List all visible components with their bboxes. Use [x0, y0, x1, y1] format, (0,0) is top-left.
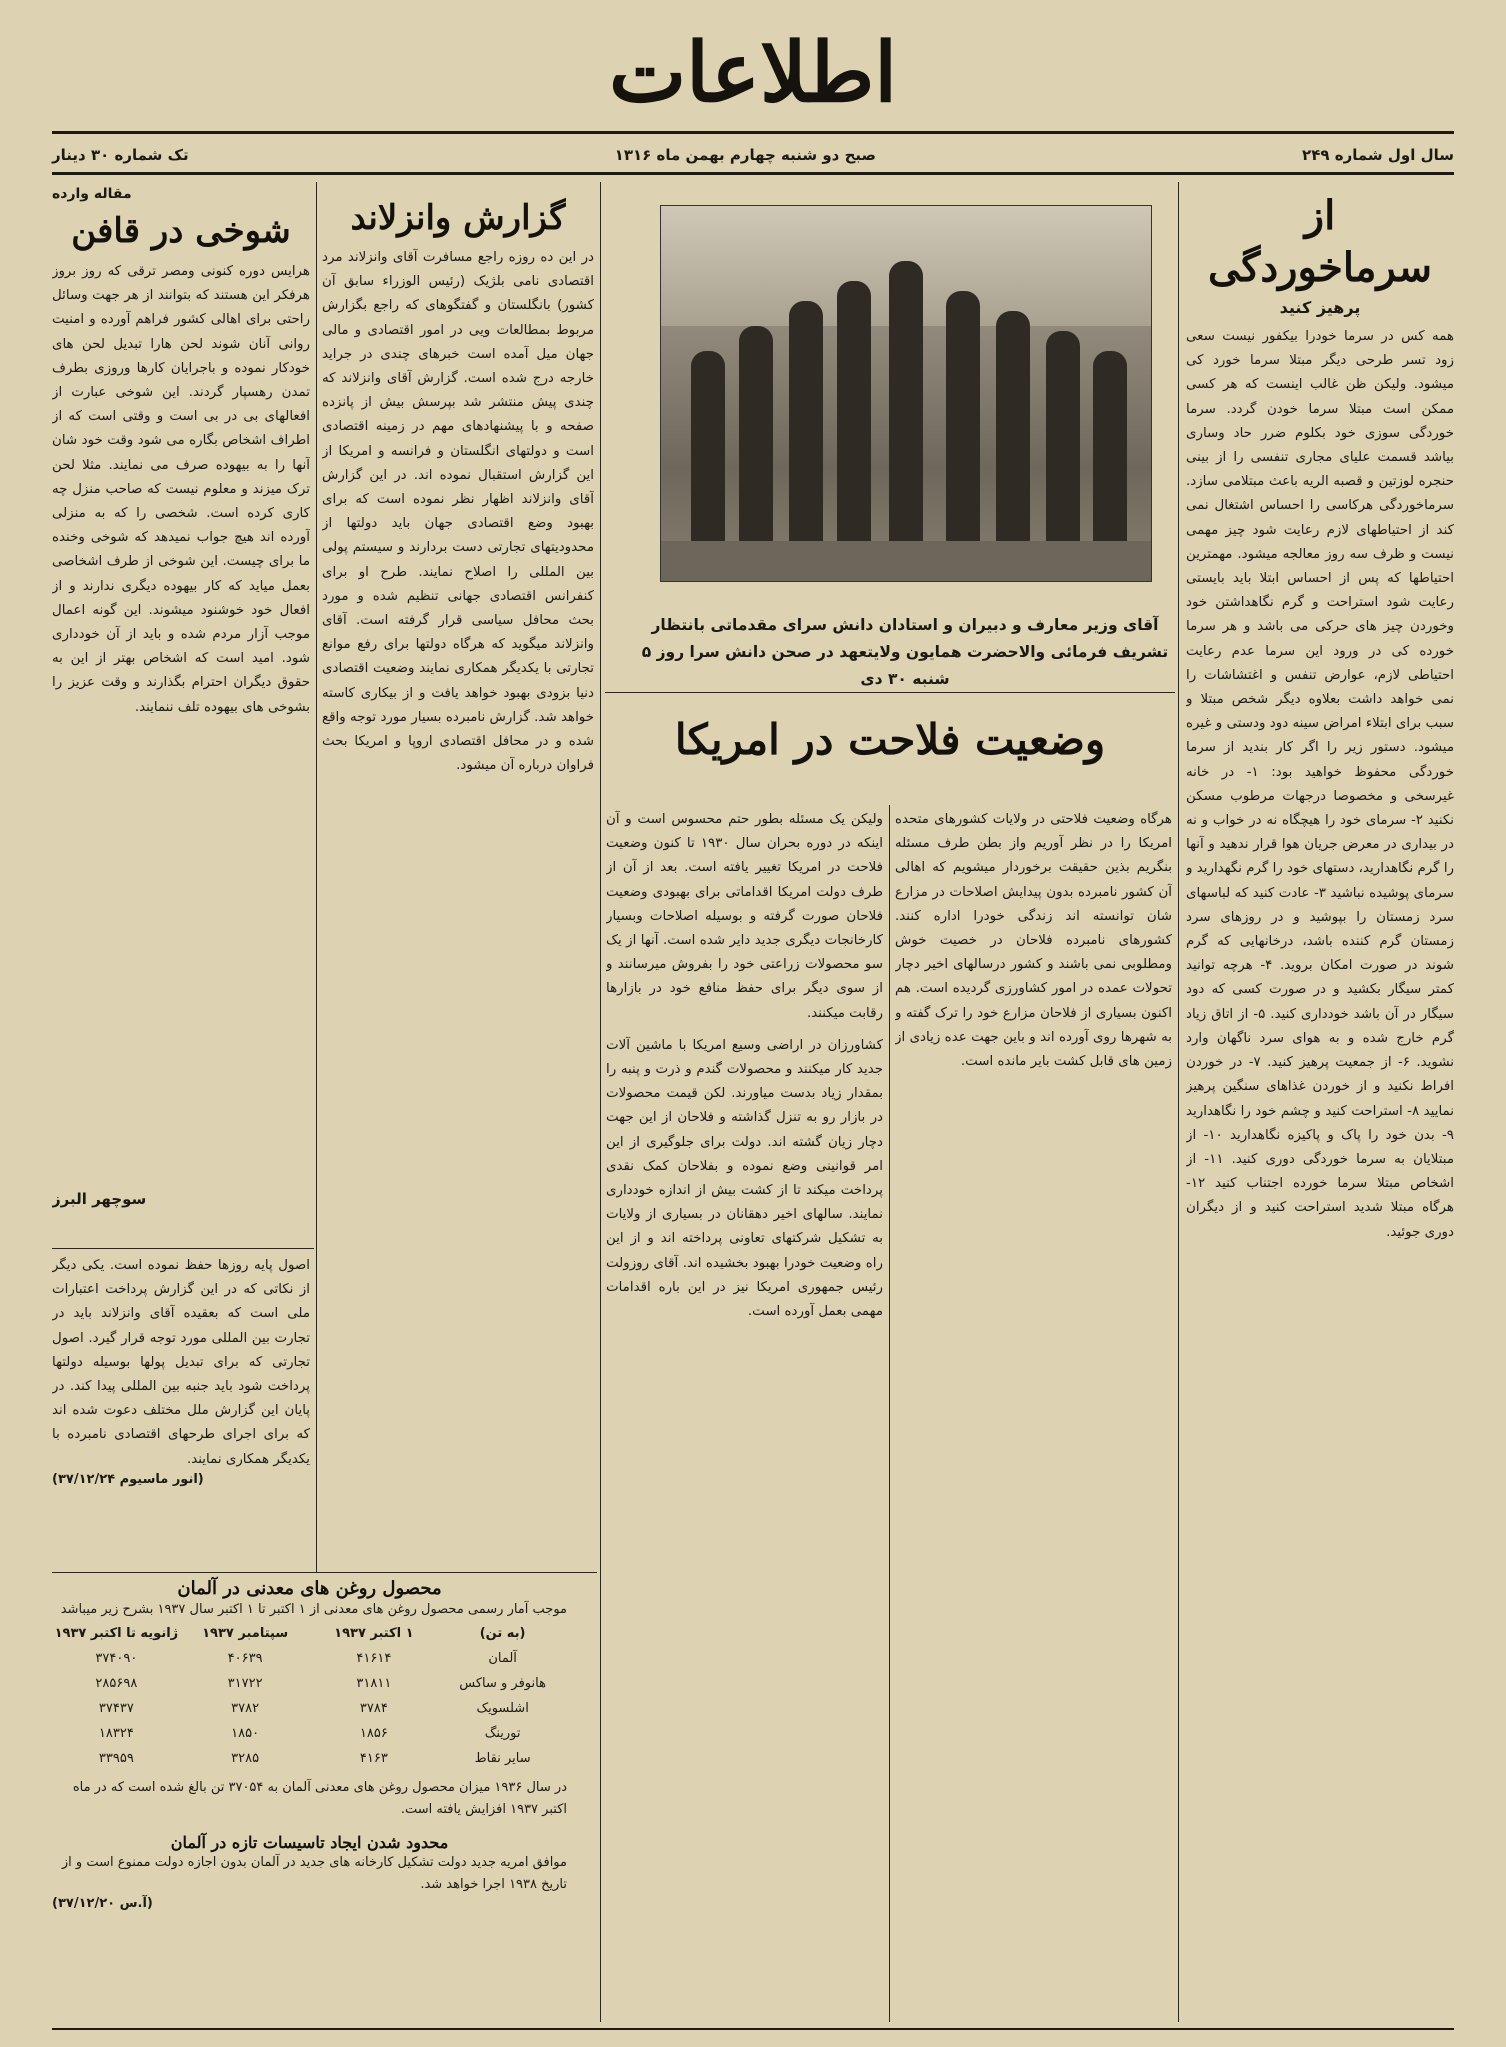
article-continuation [52, 1254, 310, 1568]
table-title: محصول روغن های معدنی در آلمان [177, 1578, 442, 1599]
table-header: (به تن) [479, 1626, 526, 1641]
agriculture-col-b [606, 808, 883, 2018]
article-joke [52, 186, 310, 1244]
article-van-zeeland [322, 190, 594, 1568]
headline-block [610, 700, 1170, 800]
table-cell: ۴۱۶۳ [359, 1751, 388, 1766]
table-intro: موجب آمار رسمی محصول روغن های معدنی از ۱ اکتبر تا ۱ اکتبر سال ۱۹۳۷ بشرح زیر میباشد [60, 1602, 567, 1617]
bottom-rule [52, 2028, 1454, 2030]
masthead-rule [52, 131, 1454, 134]
article-body: کشاورزان در اراضی وسیع امریکا با ماشین آلات جدید کار میکنند و محصولات گندم و ذرت و پنبه را بمقدار زیاد بدست میاورند. لکن قیمت محصولات در بازار رو به تنزل گذاشته و فلاحان از این جهت دچار زیان گشته اند. دولت برای جلوگیری از این امر قوانینی وضع نموده و بفلاحان کمک نقدی پرداخت میکند تا از کشت بیش از اندازه خودداری نمایند. سالهای اخیر دهقانان در بسیاری از ولایات به تشکیل شرکتهای تعاونی پرداخته اند و از این راه وضعیت خودرا بهبود بخشیده اند. آقای روزولت رئیس جمهوری امریکا نیز در این باره اقدامات مهمی بعمل آورده است. [606, 1037, 883, 1320]
table-cell: ۳۱۷۲۲ [227, 1676, 263, 1691]
column-divider [600, 182, 601, 2022]
table-row [52, 1646, 567, 1671]
article-title: گزارش وانزلاند [350, 198, 566, 238]
table-row [52, 1671, 567, 1696]
table-cell: تورینگ [484, 1726, 521, 1741]
table-header: ۱ اکتبر ۱۹۳۷ [334, 1626, 414, 1641]
table-cell: ۳۲۸۵ [231, 1751, 260, 1766]
table-header-row [52, 1621, 567, 1646]
table-row [52, 1746, 567, 1771]
table-header: سپتامبر ۱۹۳۷ [202, 1626, 289, 1641]
column-divider [316, 182, 317, 1572]
table-cell: آلمان [488, 1651, 517, 1666]
article-title: شوخی در قافن [71, 211, 291, 251]
article-cold-prevention [1186, 190, 1454, 2020]
section-title: محدود شدن ایجاد تاسیسات تازه در آلمان [170, 1833, 449, 1852]
table-cell: ۳۷۴۳۷ [98, 1701, 134, 1716]
issue-number: سال اول شماره ۲۴۹ [1302, 146, 1454, 164]
masthead-title: اطلاعات [608, 24, 898, 121]
column-divider [889, 805, 890, 2022]
article-body: اصول پایه روزها حفظ نموده است. یکی دیگر از نکاتی که در این گزارش پرداخت اعتبارات ملی است که بعقیده آقای وانزلاند باید در تجارت بین المللی مورد توجه قرار گیرد. اصول تجارتی که برای تبدیل پولها بوسیله دولتها پرداخت شود باید جنبه بین المللی پیدا کند. در پایان این گزارش ملل مختلف دعوت شده اند که برای اجرای طرحهای اقتصادی نامبرده با یکدیگر همکاری نمایند. [52, 1258, 310, 1467]
table-cell: ۴۰۶۳۹ [227, 1651, 263, 1666]
section-divider [52, 1572, 597, 1573]
oil-production-table [52, 1578, 567, 1911]
article-kicker: مقاله وارده [52, 186, 132, 202]
table-cell: ۱۸۵۰ [231, 1726, 260, 1741]
table-row [52, 1696, 567, 1721]
table-cell: ۳۷۴۰۹۰ [95, 1651, 138, 1666]
article-body: همه کس در سرما خودرا بیکفور نیست سعی زود تسر طرحی دیگر مبتلا سرما خورد کی میشود. ولیکن ظن غالب اینست که هر کسی ممکن است مبتلا سرما خودن گردد. سرما خوردگی سوزی خود بکلوم ضرر حاد وساری بیاشد قسمت علیای مجاری تنفسی را از بینی حنجره لوزتین و قصبه الریه باعث مبتلامی سازد. سرماخوردگی هرکاسی را احساس اشتغال نمی کند از احتیاطهای لازم رعایت شود چیز مهمی نیست و ظرف سه روز معالجه میشود. مهمترین احتیاطها که پس از احساس ابتلا باید بایستی رعایت شود استراحت و گرم نگاهداشتن خود وخوردن چیز های حرکی می باشد و هر سرما خورده کی در ورود این سرما عدم رعایت احتیاطی لازم، عوارض تنفس و اغتشاشات را نمی خواهد داشت بعلاوه دیگر شخص مبتلا و سبب برای ابتلاء امراض سینه دود ودستی و غیره میشود. دستور زیر را اگر کار بندید از سرما خوردگی محفوظ خواهید بود: ۱- در خانه غیرسخی و مخصوصا درجهات مرطوب مسکن نکنید ۲- سرمای خود را هیچگاه نه در خواب و نه در بیداری در معرض جریان هوا قرار ندهید و آنها را گرم نگاهدارید، دستهای خود را گرم نگهدارید و سرمای پوشیده نباشید ۳- عادت کنید که لباسهای سرد زمستان را بپوشید و در روزهای سرد زمستان گرم کننده باشد، درخانهایی که گرم شوند در صورت امکان بروید. ۴- هرچه توانید کمتر سیگار بکشید و در صورت کسی که دود سیگار در آن باشد خودداری کنید. ۵- از اتاق زیاد گرم خارج شده و به هوای سرد ناگهان وارد نشوید. ۶- از جمعیت پرهیز کنید. ۷- در خوردن افراط نکنید و از خوردن غذاهای سنگین پرهیز نمایید ۸- استراحت کنید و چشم خود را نگاهدارید ۹- بدن خود را پاک و پاکیزه نگاهدارید ۱۰- از مبتلایان به سرما خوردگی دوری کنید. ۱۱- از اشخاص مبتلا سرما خورده اجتناب کنید ۱۲- هرگاه مبتلا شدید استراحت کنید و از دیگران دوری جوئید. [1186, 329, 1454, 1240]
agriculture-col-a [895, 808, 1172, 2018]
article-subtitle: پرهیز کنید [1279, 298, 1361, 317]
table-note: در سال ۱۹۳۶ میزان محصول روغن های معدنی آلمان به ۳۷۰۵۴ تن بالغ شده است که در ماه اکتبر ۱۹۳۷ افزایش یافته است. [72, 1780, 567, 1817]
section-divider [52, 1248, 314, 1249]
article-body: هرایس دوره کنونی ومصر ترقی که روز بروز هرفکر این هستند که بتوانند از هر جهت وسائل راحتی برای اهالی کشور فراهم آورده و امنیت روانی آنان شوند لحن هارا تبدیل لحن های خودکار نموده و باجرایان کارها وروزی بطرف تمدن رهسپار گردند. این شوخی عبارت از افعالهای بی در بی است و وقتی است که از اطراف اشخاص بگاره می شود وقت خود شان آنها را به بیهوده صرف می نمایند. مثلا لحن ترک میزند و معلوم نیست که صاحب منزل چه کاری کرده است. شخصی را که به منزلی آورده اند هیچ جواب نمیدهد که شوخی وخنده ما برای چیست. این شوخی از طرف اشخاصی بعمل میاید که کار بیهوده دیگری ندارند و از افعال خود خوشنود میشوند. این گونه اعمال موجب آزار مردم شده و باید از آن خودداری شود. امید است که اشخاص بهتر از این به حقوق دیگران احترام بگذارند و وقت عزیز را بشوخی های بیهوده تلف ننمایند. [52, 264, 310, 715]
photo-caption: آقای وزیر معارف و دبیران و استادان دانش سرای مقدماتی بانتظار تشریف فرمائی والاحضرت همایون ولایتعهد در صحن دانش سرا روز ۵ شنبه ۳۰ دی [641, 616, 1169, 688]
table-cell: ۱۸۵۶ [359, 1726, 388, 1741]
section-body: موافق امریه جدید دولت تشکیل کارخانه های جدید در آلمان بدون اجازه دولت ممنوع است و از تاریخ ۱۹۳۸ اجرا خواهد شد. [61, 1855, 567, 1892]
article-body: ولیکن یک مسئله بطور حتم محسوس است و آن اینکه در دوره بحران سال ۱۹۳۰ تا کنون وضعیت فلاحت در امریکا تغییر یافته است. بعد از آن از طرف دولت امریکا اقداماتی برای بهبودی وضعیت فلاحان صورت گرفته و بوسیله اصلاحات وبسیار کارخانجات دیگری جدید دایر شده است. آنها از یک سو محصولات زراعتی خود را بفروش میرسانند و از سوی دیگر برای حفظ منافع خود در بازارها رقابت میکنند. [606, 812, 883, 1021]
issue-date: صبح دو شنبه چهارم بهمن ماه ۱۳۱۶ [614, 146, 877, 164]
column-divider [1178, 182, 1179, 2022]
table-cell: سایر نقاط [474, 1751, 531, 1766]
issue-price: تک شماره ۳۰ دینار [52, 146, 189, 164]
article-signature: سوچهر البرز [52, 1190, 147, 1208]
table-cell: ۲۸۵۶۹۸ [95, 1676, 138, 1691]
table-cell: ۳۷۸۴ [359, 1701, 388, 1716]
table-cell: ۳۷۸۲ [231, 1701, 260, 1716]
masthead [0, 20, 1506, 125]
news-photo [660, 205, 1152, 582]
table-cell: هانوفر و ساکس [459, 1676, 546, 1691]
article-title: از سرماخوردگی [1207, 192, 1433, 291]
table-cell: ۴۱۶۱۴ [356, 1651, 392, 1666]
info-rule [52, 172, 1454, 175]
table-row [52, 1721, 567, 1746]
table-cell: ۳۳۹۵۹ [98, 1751, 134, 1766]
table-header: ژانویه تا اکتبر ۱۹۳۷ [54, 1626, 179, 1641]
agriculture-headline: وضعیت فلاحت در امریکا [674, 715, 1106, 764]
table-cell: ۱۸۳۲۴ [98, 1726, 134, 1741]
article-body: هرگاه وضعیت فلاحتی در ولایات کشورهای متحده امریکا را در نظر آوریم واز بطن طرف مسئله بنگریم بذین حقیقت برخوردار میشویم که اهالی آن کشور نامبرده بدون پیدایش اصلاحات در مزارع شان توانسته اند زندگی خودرا اداره کنند. کشورهای نامبرده فلاحان در خصیت خوش ومطلوبی نمی باشند و کشور درسالهای اخیر دچار تحولات عمده در امور کشاورزی گردیده است. هم اکنون بسیاری از فلاحان مزارع خود را ترک گفته و به شهرها روی آورده اند و باین جهت عده زیادی از زمین های قابل کشت بایر مانده است. [895, 812, 1172, 1070]
article-body: در این ده روزه راجع مسافرت آقای وانزلاند مرد اقتصادی نامی بلژیک (رئیس الوزراء سابق آن کشور) بانگلستان و گفتگوهای که راجع بگزارش مربوط بمطالعات ویی در امور اقتصادی و مالی جهان میل آمده است خبرهای چندی در جراید خارجه درج شده است. گزارش آقای وانزلاند که چندی پیش منتشر شد بپرسش بیش از پانزده صفحه و با پیشنهادهای مهم در زمینه اقتصادی است و دولتهای انگلستان و فرانسه و امریکا از این گزارش استقبال نموده اند. در این گزارش آقای وانزلاند اظهار نظر نموده است که برای بهبود وضع اقتصادی جهان باید دولتها از محدودیتهای تجارتی دست بردارند و سیستم پولی بین المللی را اصلاح نمایند. طرح او برای کنفرانس اقتصادی جهانی تنظیم شده و مورد بحث محافل سیاسی قرار گرفته است. آقای وانزلاند میگوید که هرگاه دولتها برای رفع موانع تجارتی با یکدیگر همکاری نمایند وضعیت اقتصادی دنیا بزودی بهبود خواهد یافت و از بیکاری کاسته خواهد شد. گزارش نامبرده بسیار مورد توجه واقع شده و در محافل اقتصادی اروپا و امریکا بحث فراوان درباره آن میشود. [322, 250, 594, 774]
article-signature: (انور ماسیوم ۳۷/۱۲/۲۴) [52, 1471, 204, 1487]
section-signature: (آ.س ۳۷/۱۲/۲۰) [52, 1896, 153, 1911]
table-cell: اشلسویک [476, 1701, 529, 1716]
table-cell: ۳۱۸۱۱ [356, 1676, 392, 1691]
issue-info-bar [52, 141, 1454, 169]
